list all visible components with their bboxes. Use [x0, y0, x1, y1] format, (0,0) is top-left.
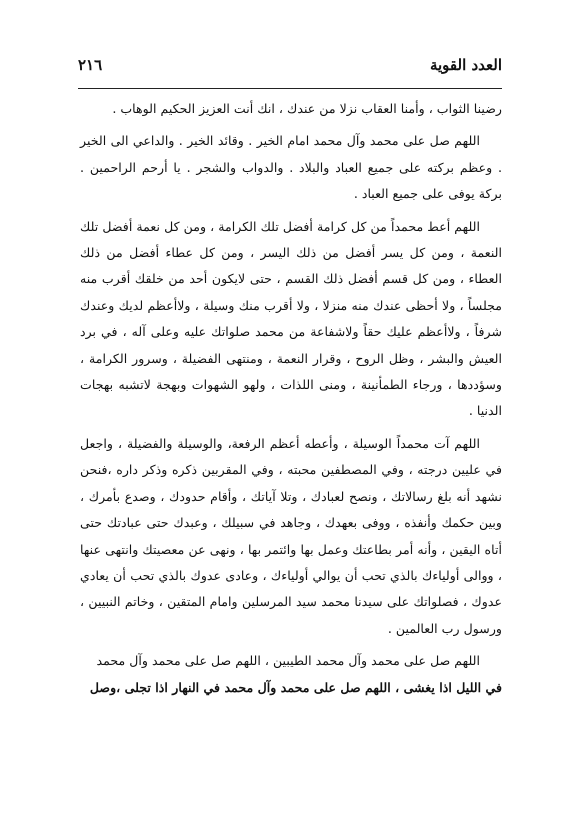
paragraph: رضينا الثواب ، وأمنا العقاب نزلا من عندك ، انك أنت العزيز الحكيم الوهاب . — [112, 101, 502, 116]
header-divider — [78, 88, 502, 89]
page-header — [78, 56, 502, 86]
paragraph: في الليل اذا يغشى ، اللهم صل على محمد وآل محمد في النهار اذا تجلى ،وصل — [89, 679, 502, 695]
running-title: العدد القوية — [429, 56, 502, 74]
paragraph: اللهم آت محمداً الوسيلة ، وأعطه أعظم الرفعة، والوسيلة والفضيلة ، واجعل في عليين درجته ، وفي المصطفين محبته ، وفي المقربين ذكره وذكر داره ،فنحن نشهد أنه بلغ رسالاتك ، ونصح لعبادك ، وتلا آياتك ، وأقام حدودك ، وصدع بأمرك ، وبين حكمك وأنفذه ، ووفى بعهدك ، وجاهد في سبيلك ، وعبدك حتى عبادتك حتى أتاه اليقين ، وأنه أمر بطاعتك وعمل بها وائتمر بها ، ونهى عن معصيتك وانتهى عنها ، ووالى أولياءك بالذي تحب أن يوالي أولياءك ، وعادى عدوك بالذي تحب أن يعادي عدوك ، فصلواتك على سيدنا محمد سيد المرسلين وامام المتقين ، وخاتم النبيين ، ورسول رب العالمين . — [80, 435, 502, 636]
page-number: ٢١٦ — [78, 56, 103, 74]
body-text — [80, 96, 502, 707]
paragraph: اللهم صل على محمد وآل محمد امام الخير . وقائد الخير . والداعي الى الخير . وعظم بركته على جميع العباد والبلاد . والدواب والشجر . يا أرحم الراحمين . بركة يوفى على جميع العباد . — [80, 133, 502, 202]
paragraph: اللهم صل على محمد وآل محمد الطيبين ، اللهم صل على محمد وآل محمد — [96, 653, 480, 669]
paragraph: اللهم أعط محمداً من كل كرامة أفضل تلك الكرامة ، ومن كل نعمة أفضل تلك النعمة ، ومن كل يسر أفضل من ذلك اليسر ، ومن كل عطاء أفضل من ذلك العطاء ، ومن كل قسم أفضل ذلك القسم ، حتى لايكون أحد من خلقك أقرب منه مجلساً ، ولا أحظى عندك منه منزلا ، ولا أقرب منك وسيلة ، ولاأعظم لديك وعندك شرفاً ، ولاأعظم عليك حقاً ولاشفاعة من محمد صلواتك عليه وعلى آله ، في برد العيش والبشر ، وظل الروح ، وقرار النعمة ، ومنتهى الفضيلة ، وسرور الكرامة ، وسؤددها ، ورجاء الطمأنينة ، ومنى اللذات ، ولهو الشهوات وبهجة لاتشبه بهجات الدنيا . — [80, 218, 502, 419]
